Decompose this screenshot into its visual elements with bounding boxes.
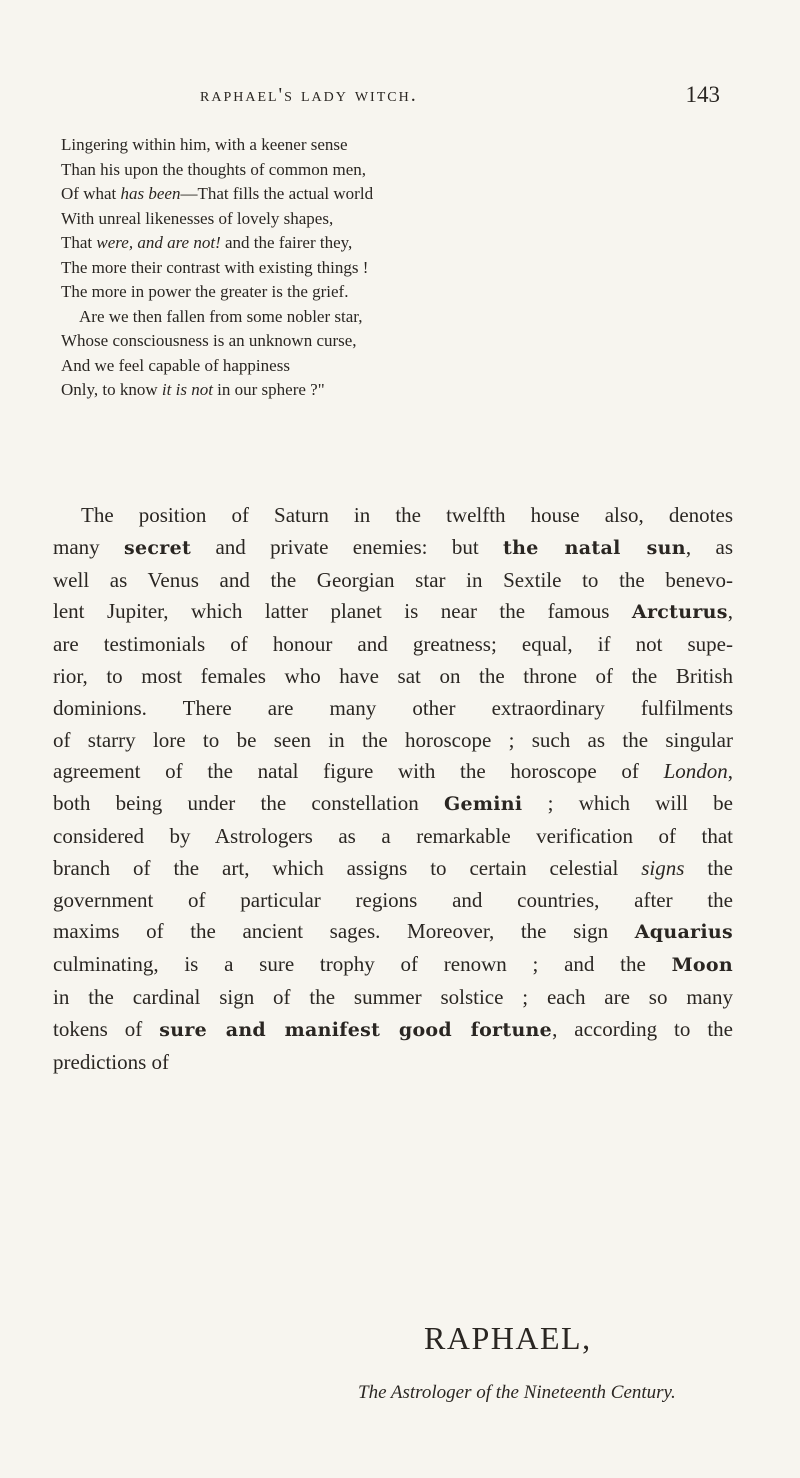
text-line: considered by Astrologers as a remarkable verification of that [53,823,733,848]
text-line: culminating, is a sure trophy of renown ; and the Moon [53,952,733,977]
page-header [200,84,720,120]
poem-line: The more in power the greater is the grief. [61,282,349,301]
poem-line: With unreal likenesses of lovely shapes, [61,208,334,228]
signature-title: The Astrologer of the Nineteenth Century. [358,1382,676,1403]
running-head: raphael's lady witch. [200,84,418,106]
text-line: in the cardinal sign of the summer solstice ; each are so many [53,984,733,1009]
blackletter-text: Gemini [443,793,523,816]
text-line: The position of Saturn in the twelfth house also, denotes [81,503,733,527]
blackletter-text: Moon [671,954,733,977]
text-line: tokens of sure and manifest good fortune, according to the [53,1016,733,1041]
poem-line: Are we then fallen from some nobler star, [79,306,363,326]
blackletter-text: the natal sun [503,536,686,559]
text-line: maxims of the ancient sages. Moreover, the sign Aquarius [53,919,733,944]
poem-line: Than his upon the thoughts of common men, [61,159,367,179]
text-line: rior, to most females who have sat on the throne of the British [53,663,733,688]
page-number: 143 [685,82,720,107]
signature-name: RAPHAEL, [424,1320,592,1356]
poem-line: Lingering within him, with a keener sense [61,135,348,154]
poem-line: Only, to know it is not in our sphere ?" [61,380,325,399]
text-line: lent Jupiter, which latter planet is near the famous Arcturus, [53,599,733,624]
text-line: dominions. There are many other extraordinary fulfilments [53,695,733,720]
text-line: predictions of [53,1049,170,1074]
blackletter-text: Aquarius [634,921,733,944]
poem-line: That were, and are not! and the fairer they, [61,233,353,252]
text-line: both being under the constellation Gemini ; which will be [53,791,733,816]
poem-quotation [61,133,701,403]
text-line: government of particular regions and countries, after the [53,887,733,912]
poem-line: And we feel capable of happiness [61,355,290,375]
poem-line: Of what has been—That fills the actual world [61,184,374,203]
text-line: agreement of the natal figure with the horoscope of London, [53,759,733,784]
text-line: branch of the art, which assigns to certain celestial signs the [53,855,733,880]
text-line: many secret and private enemies: but the natal sun, as [53,534,733,559]
text-line: of starry lore to be seen in the horoscope ; such as the singular [53,727,733,752]
text-line: well as Venus and the Georgian star in Sextile to the benevo- [53,567,733,592]
body-paragraph [53,500,733,1078]
blackletter-text: Arcturus [631,601,728,624]
poem-line: Whose consciousness is an unknown curse, [61,331,357,350]
blackletter-text: secret [124,536,192,559]
text-line: are testimonials of honour and greatness; equal, if not supe- [53,632,733,657]
blackletter-text: sure and manifest good fortune [159,1018,553,1041]
poem-line: The more their contrast with existing things ! [61,257,369,277]
